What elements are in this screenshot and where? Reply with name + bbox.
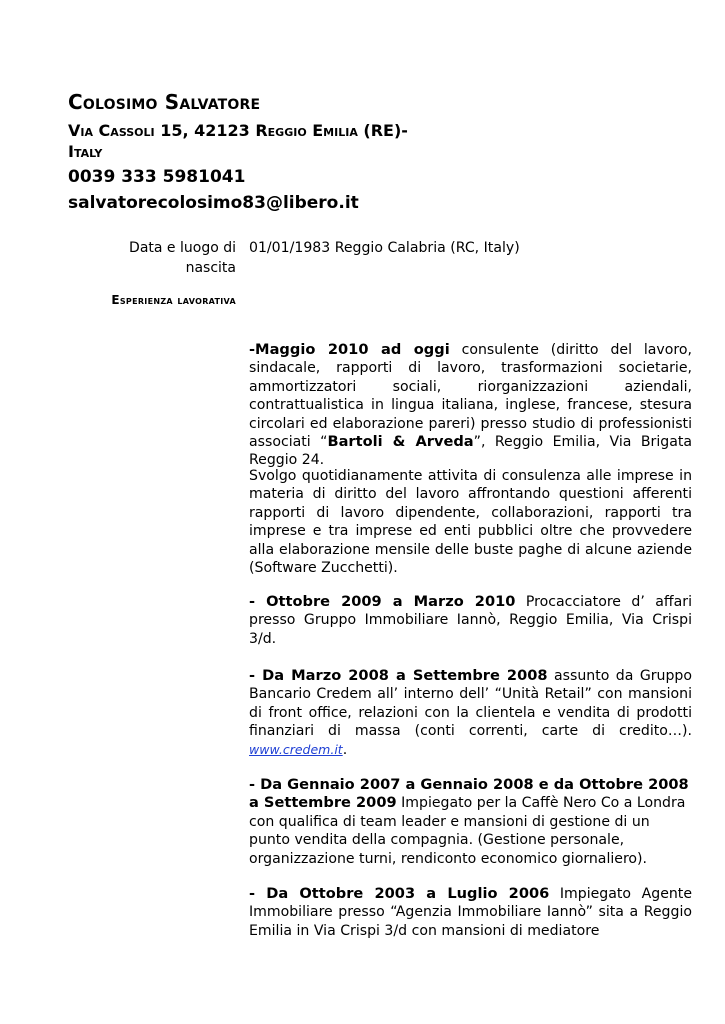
person-name: Colosimo Salvatore xyxy=(68,90,261,114)
birth-value: 01/01/1983 Reggio Calabria (RC, Italy) xyxy=(249,240,520,256)
experience-entry xyxy=(249,341,692,470)
firm-name: Bartoli & Arveda xyxy=(327,433,474,451)
entry-period: - Da Marzo 2008 a Settembre 2008 xyxy=(249,667,548,684)
experience-entry xyxy=(249,667,692,759)
birth-label: Data e luogo di nascita xyxy=(129,240,236,276)
entry-description: assunto da Gruppo Bancario Credem all’ interno dell’ “Unità Retail” con mansioni di front office, relazioni con la clientela e vendita di prodotti finanziari di massa (conti correnti, carte di credito…). xyxy=(249,668,692,740)
entry-description: Impiegato Agente Immobiliare presso “Agenzia Immobiliare Iannò” sita a Reggio Emilia in Via Crispi 3/d con mansioni di mediatore xyxy=(249,886,692,939)
experience-section-label: Esperienza lavorativa xyxy=(111,293,236,307)
address-line-1: Via Cassoli 15, 42123 Reggio Emilia (RE)- xyxy=(68,121,408,140)
entry-period: - Da Ottobre 2003 a Luglio 2006 xyxy=(249,885,550,902)
address-line-2: Italy xyxy=(68,142,103,161)
entry-period: -Maggio 2010 ad oggi xyxy=(249,341,450,358)
entry-period: - Da Gennaio 2007 a Gennaio 2008 e da Ottobre 2008 a Settembre 2009 xyxy=(249,776,689,812)
credem-link[interactable]: www.credem.it xyxy=(249,741,343,757)
entry-description: consulente (diritto del lavoro, sindacale, rapporti di lavoro, trasformazioni societarie, ammortizzatori sociali, riorganizzazioni aziendali, contrattualistica in lingua italiana, inglese, francese, stesura circolari ed elaborazione pareri) presso studio di professionisti associati “ xyxy=(249,342,692,451)
experience-entry xyxy=(249,776,692,868)
phone-number: 0039 333 5981041 xyxy=(68,167,246,187)
experience-entry xyxy=(249,885,692,940)
entry-description: Impiegato per la Caffè Nero Co a Londra con qualifica di team leader e mansioni di gestione di un punto vendita della compagnia. (Gestione personale, organizzazione turni, rendiconto economico giornaliero). xyxy=(249,795,686,867)
experience-entry xyxy=(249,593,692,648)
entry-description: Procacciatore d’ affari presso Gruppo Immobiliare Iannò, Reggio Emilia, Via Crispi 3/d. xyxy=(249,594,692,647)
experience-detail: Svolgo quotidianamente attivita di consulenza alle imprese in materia di diritto del lavoro affrontando questioni afferenti rapporti di lavoro dipendente, collaborazioni, rapporti tra imprese e tra imprese ed enti pubblici oltre che provvedere alla elaborazione mensile delle buste paghe di alcune aziende (Software Zucchetti). xyxy=(249,468,692,577)
entry-period: - Ottobre 2009 a Marzo 2010 xyxy=(249,593,516,610)
entry-description-tail: ”, Reggio Emilia, Via Brigata Reggio 24. xyxy=(249,434,692,469)
entry-description-tail: . xyxy=(342,741,348,758)
email-address: salvatorecolosimo83@libero.it xyxy=(68,193,359,213)
